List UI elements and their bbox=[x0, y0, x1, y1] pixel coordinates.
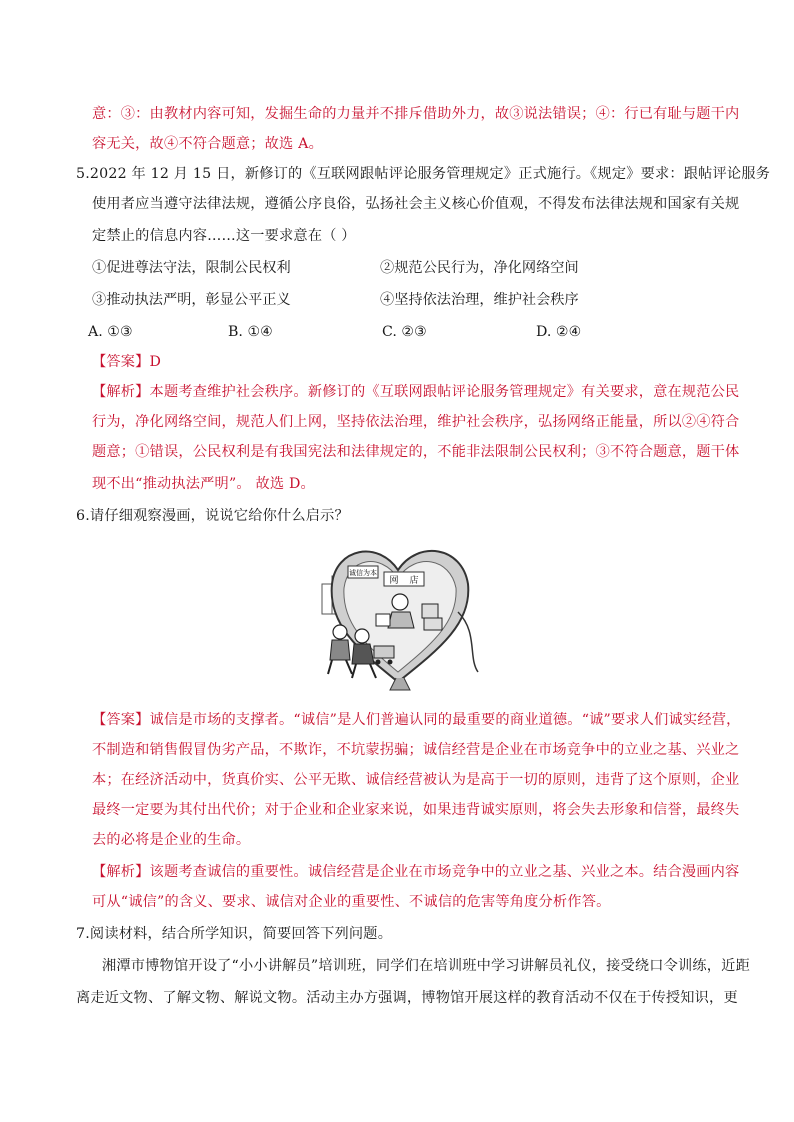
q5-item-4: ④坚持依法治理，维护社会秩序 bbox=[380, 292, 579, 308]
prev-analysis-line-2: 容无关，故④不符合题意；故选 A。 bbox=[92, 136, 323, 152]
q5-choice-d: D. ②④ bbox=[536, 324, 582, 340]
q7-material-line-1: 湘潭市博物馆开设了“小小讲解员”培训班，同学们在培训班中学习讲解员礼仪，接受绕口令训练，近距 bbox=[102, 958, 750, 974]
q5-stem-line-2: 使用者应当遵守法律法规，遵循公序良俗，弘扬社会主义核心价值观，不得发布法律法规和国家有关规 bbox=[92, 196, 740, 212]
q7-stem: 7.阅读材料，结合所学知识，简要回答下列问题。 bbox=[76, 926, 393, 942]
q5-analysis-line-1: 【解析】本题考查维护社会秩序。新修订的《互联网跟帖评论服务管理规定》有关要求，意在规范公民 bbox=[92, 384, 740, 400]
q5-analysis-line-3: 题意；①错误，公民权利是有我国宪法和法律规定的，不能非法限制公民权利；③不符合题意，题干体 bbox=[92, 444, 740, 460]
q5-choice-b: B. ①④ bbox=[228, 324, 273, 340]
cartoon-illustration bbox=[318, 532, 480, 692]
cartoon-sign-shop: 店 bbox=[409, 576, 419, 586]
q5-stem-line-1: 5.2022 年 12 月 15 日，新修订的《互联网跟帖评论服务管理规定》正式施行。《规定》要求：跟帖评论服务 bbox=[76, 166, 771, 182]
q6-analysis-line-1: 【解析】该题考查诚信的重要性。诚信经营是企业在市场竞争中的立业之基、兴业之本。结合漫画内容 bbox=[92, 864, 740, 880]
q5-item-3: ③推动执法严明，彰显公平正义 bbox=[92, 292, 291, 308]
q5-choice-a: A. ①③ bbox=[88, 324, 133, 340]
q5-item-2: ②规范公民行为，净化网络空间 bbox=[380, 260, 579, 276]
q6-answer-line-4: 最终一定要为其付出代价；对于企业和企业家来说，如果违背诚实原则，将会失去形象和信誉，最终失 bbox=[92, 802, 740, 818]
q6-stem: 6.请仔细观察漫画，说说它给你什么启示？ bbox=[76, 508, 349, 524]
q5-analysis-line-2: 行为，净化网络空间，规范人们上网，坚持依法治理，维护社会秩序，弘扬网络正能量，所以②④符合 bbox=[92, 414, 740, 430]
q6-analysis-line-2: 可从“诚信”的含义、要求、诚信对企业的重要性、不诚信的危害等角度分析作答。 bbox=[92, 894, 611, 910]
cartoon-sign-integrity: 诚信为本 bbox=[349, 569, 377, 577]
q7-material-line-2: 离走近文物、了解文物、解说文物。活动主办方强调，博物馆开展这样的教育活动不仅在于传授知识，更 bbox=[76, 990, 738, 1006]
q5-stem-line-3: 定禁止的信息内容……这一要求意在（ ） bbox=[92, 228, 356, 244]
q6-answer-line-1: 【答案】诚信是市场的支撑者。“诚信”是人们普遍认同的最重要的商业道德。“诚”要求人们诚实经营， bbox=[92, 712, 741, 728]
q5-analysis-line-4: 现不出“推动执法严明”。 故选 D。 bbox=[92, 476, 315, 492]
q6-answer-line-5: 去的必将是企业的生命。 bbox=[92, 832, 251, 848]
q6-answer-line-3: 本；在经济活动中，货真价实、公平无欺、诚信经营被认为是高于一切的原则，违背了这个原则，企业 bbox=[92, 772, 740, 788]
q5-answer: 【答案】D bbox=[92, 354, 162, 370]
q6-answer-line-2: 不制造和销售假冒伪劣产品，不欺诈，不坑蒙拐骗；诚信经营是企业在市场竞争中的立业之基、兴业之 bbox=[92, 742, 740, 758]
q5-choice-c: C. ②③ bbox=[382, 324, 427, 340]
prev-analysis-line-1: 意：③：由教材内容可知，发掘生命的力量并不排斥借助外力，故③说法错误；④：行已有耻与题干内 bbox=[92, 106, 740, 122]
q5-item-1: ①促进尊法守法，限制公民权利 bbox=[92, 260, 291, 276]
cartoon-sign-net: 网 bbox=[389, 576, 399, 586]
